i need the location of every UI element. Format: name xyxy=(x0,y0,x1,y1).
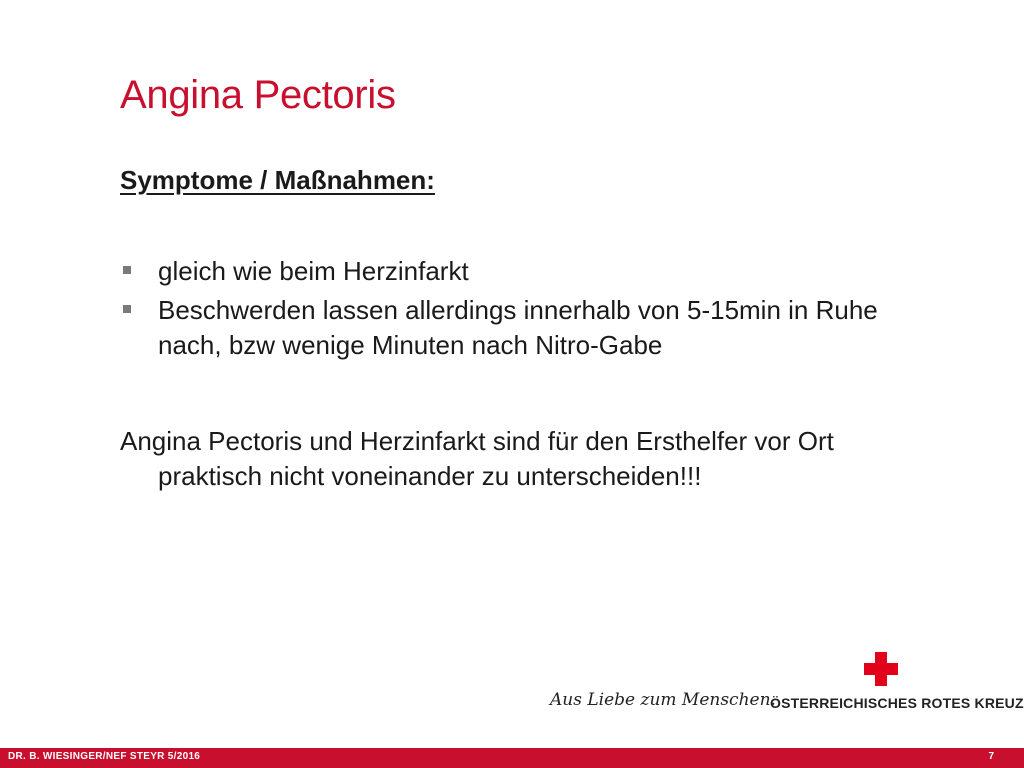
conclusion-paragraph: Angina Pectoris und Herzinfarkt sind für den Ersthelfer vor Ort praktisch nicht voneinander zu unterscheiden!!! xyxy=(120,426,834,491)
slide-title: Angina Pectoris xyxy=(120,73,396,117)
page-number: 7 xyxy=(988,751,994,762)
section-heading: Symptome / Maßnahmen: xyxy=(120,165,435,195)
tagline: Aus Liebe zum Menschen. xyxy=(550,690,776,710)
square-bullet-icon xyxy=(123,266,131,274)
square-bullet-icon xyxy=(123,305,131,313)
bullet-text: gleich wie beim Herzinfarkt xyxy=(158,256,469,286)
list-item xyxy=(120,293,920,363)
bullet-text: Beschwerden lassen allerdings innerhalb von 5-15min in Ruhe nach, bzw wenige Minuten nach Nitro-Gabe xyxy=(158,295,878,360)
red-cross-icon xyxy=(864,652,898,686)
organization-name: ÖSTERREICHISCHES ROTES KREUZ xyxy=(770,695,1024,711)
list-item xyxy=(120,254,920,289)
bullet-list xyxy=(120,254,920,367)
footer-bar xyxy=(0,748,1024,768)
footer-author: DR. B. WIESINGER/NEF STEYR 5/2016 xyxy=(8,751,201,762)
